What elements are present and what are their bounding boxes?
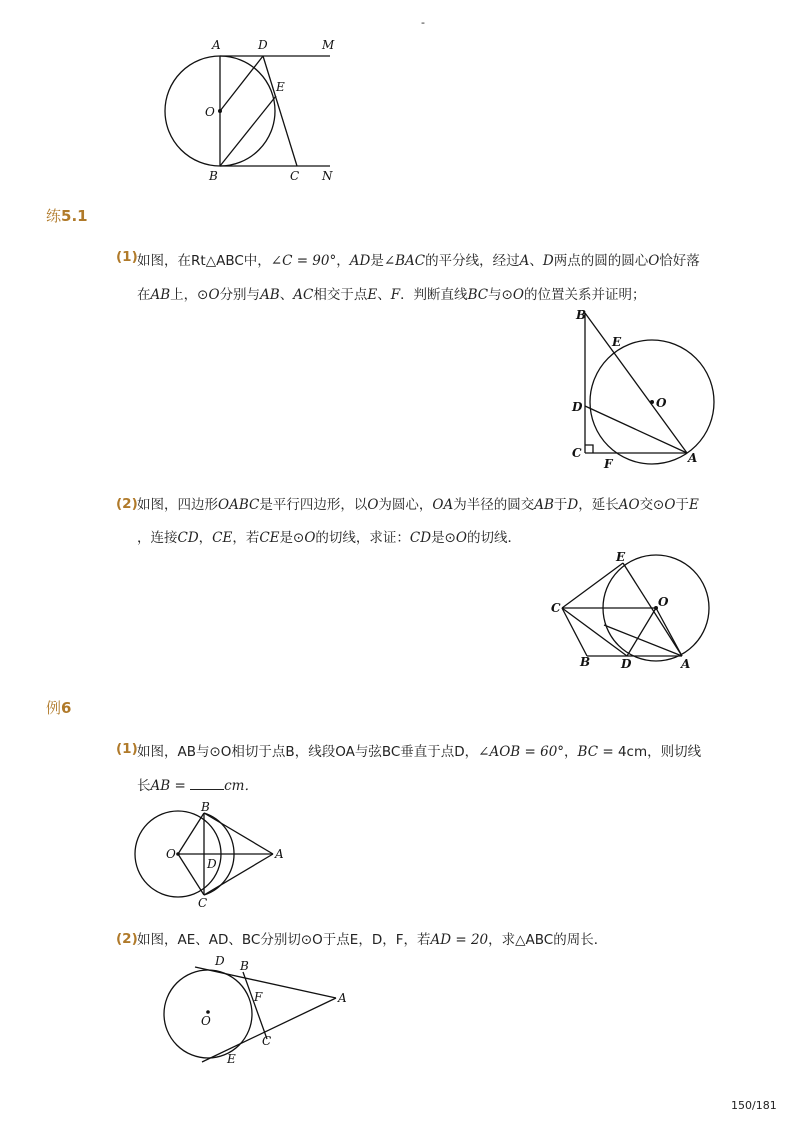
math-text: cm． — [224, 778, 258, 794]
text-run: 为圆心， — [378, 497, 433, 513]
ex-q1-line2-prefix — [137, 778, 190, 794]
label-E: E — [276, 80, 285, 94]
q1-line2 — [137, 286, 645, 304]
math-text: BC = — [577, 744, 618, 760]
math-text: AB — [150, 287, 171, 303]
label-D: D — [215, 954, 225, 968]
math-text: AB = — [150, 778, 191, 794]
text-run: ，则切线 — [647, 744, 702, 760]
math-text: E — [688, 497, 699, 513]
math-text: CD — [409, 530, 432, 546]
text-run: 交⊙ — [639, 497, 665, 513]
label-B: B — [240, 959, 249, 973]
math-text: AB — [534, 497, 554, 513]
text-run: 恰好落 — [659, 253, 700, 269]
text-run: ABC中， — [216, 253, 271, 269]
label-E: E — [227, 1052, 236, 1066]
text-run: ，求 — [488, 932, 516, 948]
ex-q1-line2-suffix — [224, 778, 258, 794]
text-run: 与⊙ — [488, 287, 513, 303]
q2-line1 — [137, 496, 699, 514]
label-F: F — [254, 990, 263, 1004]
math-text: ∠AOB = 60° — [478, 744, 565, 760]
text-run: ， — [336, 253, 350, 269]
label-A: A — [681, 657, 691, 671]
text-run: 的切线，求证： — [315, 530, 410, 546]
text-run: 是平行四边形，以 — [259, 497, 368, 513]
label-C: C — [572, 446, 582, 460]
math-text: AO — [618, 497, 640, 513]
label-A: A — [688, 451, 698, 465]
text-run: 如图，AE、AD、BC分别切⊙O于点E，D，F，若 — [137, 932, 431, 948]
text-run: ，若 — [232, 530, 260, 546]
label-D: D — [572, 400, 583, 414]
text-run: ，连接 — [137, 530, 178, 546]
section-number: 5.1 — [61, 207, 88, 225]
math-text: AD — [349, 253, 371, 269]
math-text: F — [390, 287, 401, 303]
q2-line2 — [137, 529, 521, 547]
label-E: E — [612, 335, 622, 349]
text-run: 的平分线，经过 — [425, 253, 520, 269]
text-run: 如图，在Rt — [137, 253, 206, 269]
text-run: 是⊙ — [279, 530, 305, 546]
text-run: △ — [515, 932, 526, 948]
section-label: 例 — [46, 699, 62, 717]
figure-tangent-chord — [130, 800, 295, 908]
label-C: C — [551, 601, 561, 615]
text-run: 上，⊙ — [170, 287, 209, 303]
text-run: ，延长 — [578, 497, 619, 513]
figure-tangent-triangle — [160, 950, 360, 1068]
text-run: 如图，四边形 — [137, 497, 218, 513]
text-run: 为半径的圆交 — [453, 497, 535, 513]
ex-q1-line2 — [137, 777, 258, 795]
section-number: 6 — [61, 699, 72, 717]
figure-tangent-parallel-lines — [150, 30, 350, 185]
label-C: C — [262, 1034, 272, 1048]
text-run: 两点的圆的圆心 — [553, 253, 649, 269]
text-run: 在 — [137, 287, 151, 303]
ex-q2-line1 — [137, 931, 607, 949]
figure-parallelogram-circle — [548, 548, 718, 673]
math-text: O — [664, 497, 676, 513]
math-text: O — [455, 530, 467, 546]
label-C: C — [290, 169, 300, 183]
q1-line1 — [137, 252, 700, 270]
ex-q1-line1 — [137, 743, 701, 761]
math-text: O — [304, 530, 316, 546]
math-text: O — [367, 497, 379, 513]
header-dash: - — [421, 16, 425, 29]
label-A: A — [275, 847, 284, 861]
text-run: △ — [205, 253, 217, 269]
text-run: ， — [564, 744, 578, 760]
q-number: (2) — [116, 496, 138, 512]
page-number: 150/181 — [731, 1099, 777, 1112]
math-text: O — [208, 287, 220, 303]
math-text: CE — [212, 530, 233, 546]
math-text: OA — [432, 497, 454, 513]
math-text: AC — [293, 287, 314, 303]
label-A: A — [212, 38, 221, 52]
label-B: B — [576, 308, 587, 322]
label-M: M — [322, 38, 335, 52]
math-text: BC — [467, 287, 489, 303]
math-text: D — [567, 497, 579, 513]
label-O: O — [205, 105, 215, 119]
math-text: O — [512, 287, 524, 303]
section-label: 练 — [46, 207, 62, 225]
math-text: O — [648, 253, 660, 269]
text-run: ．判断直线 — [400, 287, 468, 303]
label-N: N — [322, 169, 333, 183]
label-O: O — [658, 595, 669, 609]
text-run: 如图，AB与⊙O相切于点B，线段OA与弦BC垂直于点D， — [137, 744, 479, 760]
text-run: 、 — [529, 253, 543, 269]
label-E: E — [616, 550, 626, 564]
text-run: 、 — [377, 287, 391, 303]
math-text: A — [519, 253, 530, 269]
label-D: D — [621, 657, 632, 671]
text-run: 相交于点 — [313, 287, 368, 303]
label-B: B — [201, 800, 210, 814]
q-number: (1) — [116, 741, 138, 757]
section-heading-lian — [46, 205, 88, 226]
text-run: 的位置关系并证明； — [523, 287, 646, 303]
math-text: D — [542, 253, 554, 269]
q-number: (2) — [116, 931, 138, 947]
math-text: AD = 20 — [430, 932, 489, 948]
text-run: 4cm — [617, 744, 648, 760]
q-number: (1) — [116, 249, 138, 265]
math-text: E — [367, 287, 378, 303]
text-run: ， — [198, 530, 213, 546]
text-run: ABC的周长． — [525, 932, 608, 948]
math-text: OABC — [218, 497, 260, 513]
label-O: O — [166, 847, 176, 861]
math-text: ∠C = 90° — [270, 253, 337, 269]
label-O: O — [201, 1014, 211, 1028]
math-text: CE — [259, 530, 280, 546]
label-C: C — [198, 896, 208, 908]
label-B: B — [580, 655, 591, 669]
label-B: B — [209, 169, 218, 183]
math-text: ∠BAC — [383, 253, 426, 269]
text-run: 是 — [370, 253, 384, 269]
text-run: 是⊙ — [431, 530, 456, 546]
label-F: F — [604, 457, 613, 471]
text-run: 的切线． — [466, 530, 521, 546]
label-O: O — [656, 396, 667, 410]
section-heading-li — [46, 697, 71, 718]
text-run: 于 — [553, 497, 568, 513]
text-run: 长 — [137, 778, 151, 794]
text-run: 分别与 — [219, 287, 261, 303]
label-D: D — [258, 38, 268, 52]
figure-right-triangle-circle — [566, 305, 726, 473]
label-A: A — [338, 991, 347, 1005]
math-text: AB — [260, 287, 280, 303]
label-D: D — [207, 857, 217, 871]
text-run: 、 — [279, 287, 294, 303]
math-text: CD — [177, 530, 199, 546]
answer-blank[interactable] — [190, 777, 224, 790]
text-run: 于 — [675, 497, 689, 513]
